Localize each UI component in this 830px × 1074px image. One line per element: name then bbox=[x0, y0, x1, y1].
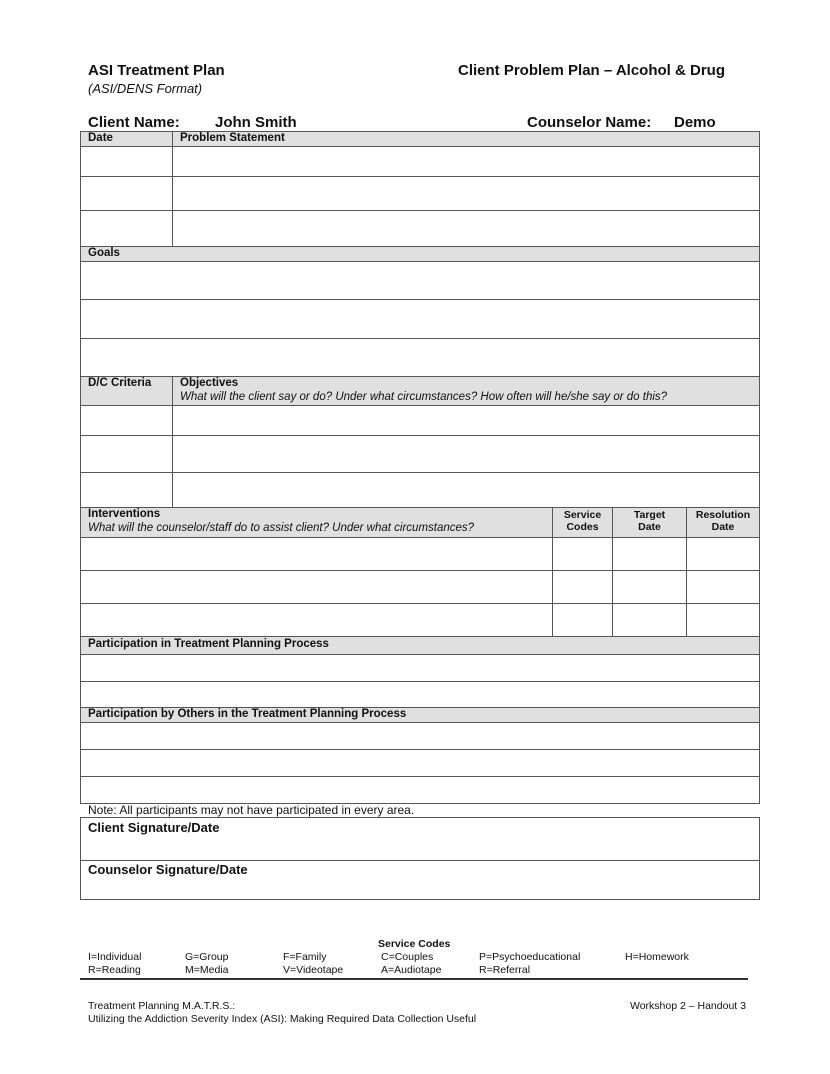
footer-right: Workshop 2 – Handout 3 bbox=[630, 1000, 746, 1012]
service-codes-cells[interactable] bbox=[552, 537, 613, 637]
code-psychoeducational: P=Psychoeducational bbox=[479, 951, 581, 963]
date-label: Date bbox=[88, 132, 113, 144]
problem-cell[interactable] bbox=[172, 146, 760, 177]
service-codes-title: Service Codes bbox=[378, 938, 451, 950]
goal-cell[interactable] bbox=[80, 299, 760, 339]
counselor-name-label: Counselor Name: bbox=[527, 114, 652, 131]
code-audiotape: A=Audiotape bbox=[381, 964, 442, 976]
code-reading: R=Reading bbox=[88, 964, 141, 976]
interventions-label: Interventions bbox=[88, 508, 161, 520]
objective-cell[interactable] bbox=[172, 405, 760, 436]
criteria-cell[interactable] bbox=[80, 472, 173, 508]
objective-cell[interactable] bbox=[172, 435, 760, 473]
service-codes-label: Service Codes bbox=[563, 509, 602, 533]
code-videotape: V=Videotape bbox=[283, 964, 344, 976]
counselor-name-value[interactable]: Demo bbox=[674, 114, 716, 131]
form-right-title: Client Problem Plan – Alcohol & Drug bbox=[458, 62, 725, 79]
problem-cell[interactable] bbox=[172, 210, 760, 247]
code-individual: I=Individual bbox=[88, 951, 142, 963]
objectives-prompt: What will the client say or do? Under what circumstances? How often will he/she say or do this? bbox=[180, 391, 668, 403]
form-title: ASI Treatment Plan bbox=[88, 62, 225, 79]
criteria-cell[interactable] bbox=[80, 405, 173, 436]
client-signature-label: Client Signature/Date bbox=[88, 820, 220, 835]
criteria-cell[interactable] bbox=[80, 435, 173, 473]
participation-others-cell[interactable] bbox=[80, 776, 760, 804]
goal-cell[interactable] bbox=[80, 261, 760, 300]
code-media: M=Media bbox=[185, 964, 229, 976]
code-referral: R=Referral bbox=[479, 964, 531, 976]
participation-label: Participation in Treatment Planning Process bbox=[88, 638, 329, 650]
target-date-label: Target Date bbox=[633, 509, 666, 533]
target-date-cells[interactable] bbox=[612, 537, 687, 637]
code-couples: C=Couples bbox=[381, 951, 434, 963]
objectives-label: Objectives bbox=[180, 377, 239, 389]
resolution-date-label: Resolution Date bbox=[695, 509, 751, 533]
problem-cell[interactable] bbox=[172, 176, 760, 211]
client-name-label: Client Name: bbox=[88, 114, 180, 131]
footer-line1: Treatment Planning M.A.T.R.S.: bbox=[88, 1000, 236, 1012]
participation-cell[interactable] bbox=[80, 654, 760, 682]
goals-label: Goals bbox=[88, 247, 120, 259]
problem-statement-label: Problem Statement bbox=[180, 132, 285, 144]
participation-others-label: Participation by Others in the Treatment Planning Process bbox=[88, 708, 407, 720]
participation-others-cell[interactable] bbox=[80, 722, 760, 750]
code-homework: H=Homework bbox=[625, 951, 689, 963]
form-subtitle: (ASI/DENS Format) bbox=[88, 81, 203, 96]
footer-line2: Utilizing the Addiction Severity Index (ASI): Making Required Data Collection Useful bbox=[88, 1013, 477, 1025]
date-cell[interactable] bbox=[80, 176, 173, 211]
note-text: Note: All participants may not have participated in every area. bbox=[88, 803, 415, 817]
client-name-value[interactable]: John Smith bbox=[215, 114, 297, 131]
participation-others-cell[interactable] bbox=[80, 749, 760, 777]
goal-cell[interactable] bbox=[80, 338, 760, 377]
counselor-signature-label: Counselor Signature/Date bbox=[88, 862, 248, 877]
footer-divider bbox=[80, 978, 748, 980]
interventions-prompt: What will the counselor/staff do to assist client? Under what circumstances? bbox=[88, 522, 475, 534]
code-group: G=Group bbox=[185, 951, 229, 963]
objective-cell[interactable] bbox=[172, 472, 760, 508]
goals-header bbox=[80, 246, 760, 262]
dc-criteria-label: D/C Criteria bbox=[88, 377, 152, 389]
date-cell[interactable] bbox=[80, 210, 173, 247]
participation-cell[interactable] bbox=[80, 681, 760, 708]
code-family: F=Family bbox=[283, 951, 327, 963]
date-cell[interactable] bbox=[80, 146, 173, 177]
